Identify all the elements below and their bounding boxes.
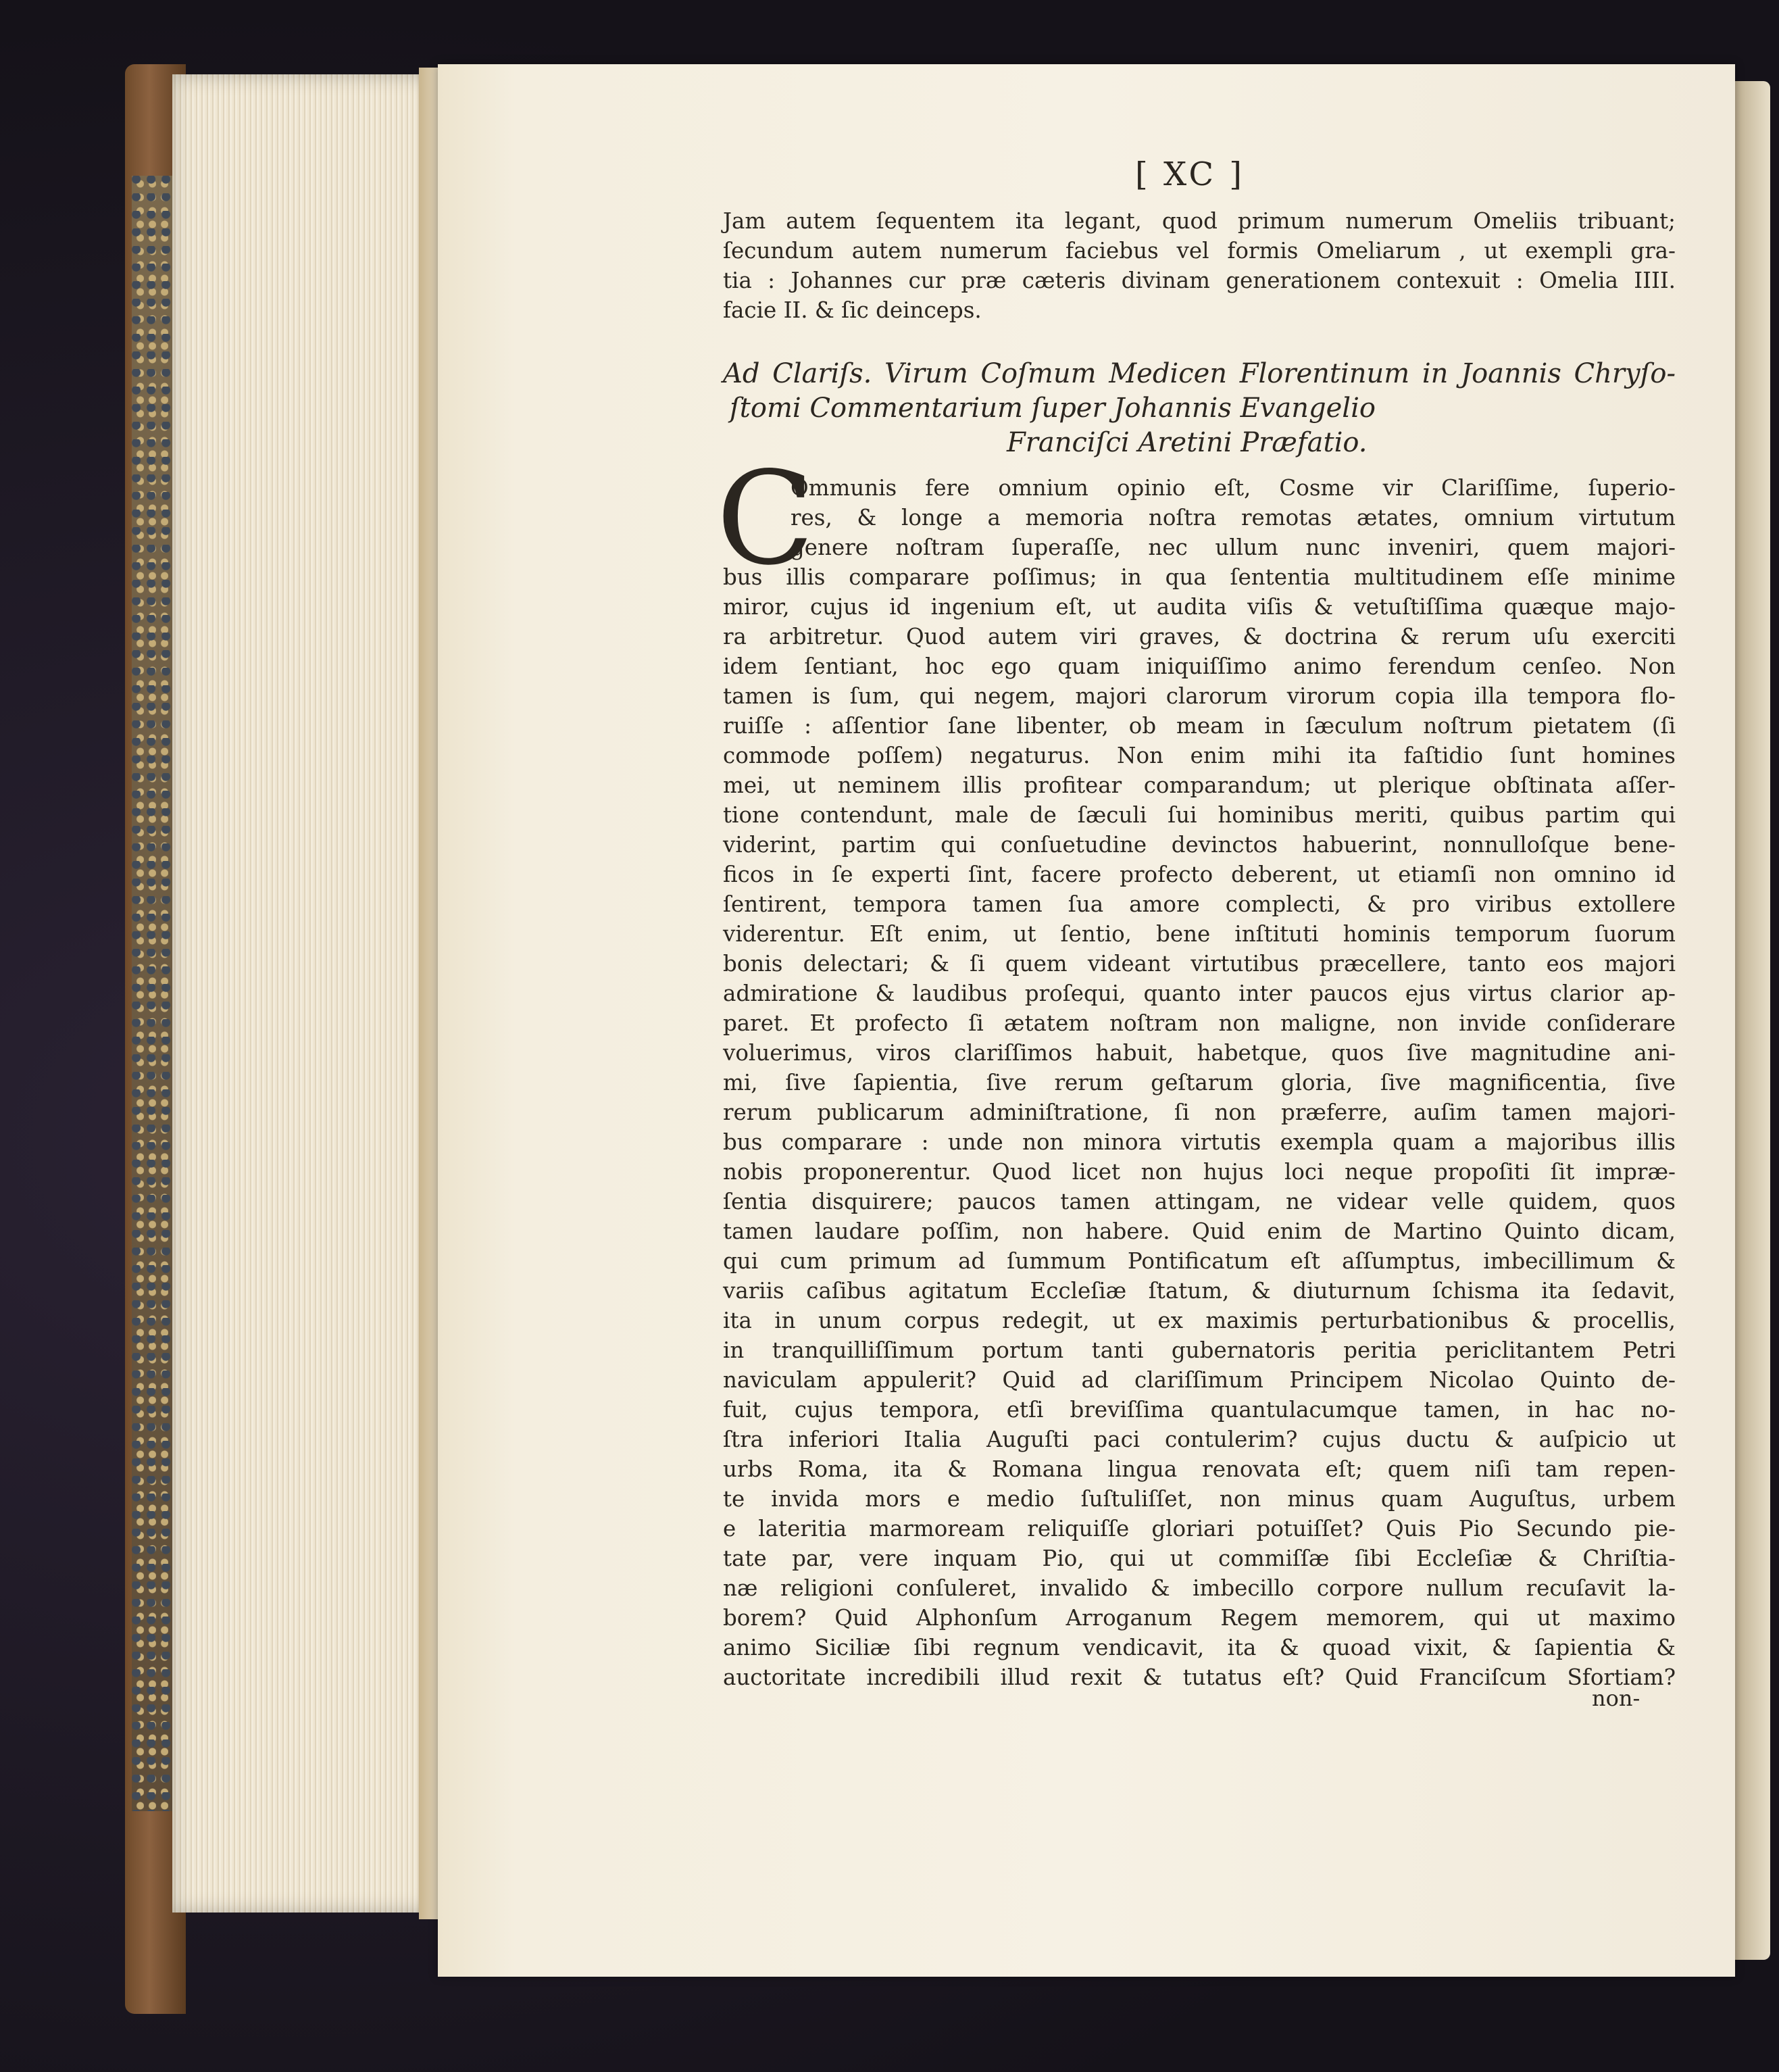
- text-line: res, & longe a memoria noſtra remotas ætates, omnium virtutum: [791, 505, 1676, 531]
- text-line: ſtra inferiori Italia Auguſti paci contulerim? cujus ductu & auſpicio ut: [723, 1427, 1676, 1452]
- text-line: miror, cujus id ingenium eſt, ut audita viſis & vetuſtiſſima quæque majo-: [723, 594, 1676, 620]
- text-line: bonis delectari; & ſi quem videant virtutibus præcellere, tanto eos majori: [723, 951, 1676, 977]
- text-line: bus comparare : unde non minora virtutis exempla quam a majoribus illis: [723, 1129, 1676, 1155]
- text-line: idem ſentiant, hoc ego quam iniquiſſimo animo ferendum cenſeo. Non: [723, 653, 1676, 679]
- text-line: commode poſſem) negaturus. Non enim mihi ita faſtidio ſunt homines: [723, 743, 1676, 768]
- text-line: voluerimus, viros clariſſimos habuit, habetque, quos ſive magnitudine ani-: [723, 1040, 1676, 1066]
- text-line: e lateritia marmoream reliquiſſe gloriari potuiſſet? Quis Pio Secundo pie-: [723, 1516, 1676, 1541]
- facing-page-edge: [1730, 81, 1770, 1960]
- text-line: ruiſſe : aſſentior ſane libenter, ob meam in ſæculum noſtrum pietatem (ſi: [723, 713, 1676, 739]
- text-line: tia : Johannes cur præ cæteris divinam generationem contexuit : Omelia IIII.: [723, 268, 1676, 293]
- text-line: Ommunis fere omnium opinio eſt, Cosme vir Clariſſime, ſuperio-: [791, 475, 1676, 501]
- text-line: fuit, cujus tempora, etſi breviſſima quantulacumque tamen, in hac no-: [723, 1397, 1676, 1423]
- text-line: nobis proponerentur. Quod licet non hujus loci neque propoſiti ſit impræ-: [723, 1159, 1676, 1185]
- text-line: genere noſtram ſuperaſſe, nec ullum nunc inveniri, quem majori-: [791, 535, 1676, 560]
- text-line: in tranquilliſſimum portum tanti gubernatoris peritia periclitantem Petri: [723, 1337, 1676, 1363]
- text-line: rerum publicarum adminiſtratione, ſi non præferre, auſim tamen majori-: [723, 1100, 1676, 1125]
- preface-title: [723, 357, 1676, 460]
- text-line: tamen laudare poſſim, non habere. Quid enim de Martino Quinto dicam,: [723, 1218, 1676, 1244]
- body-paragraph: [723, 473, 1676, 1692]
- text-line: ita in unum corpus redegit, ut ex maximis perturbationibus & procellis,: [723, 1308, 1676, 1333]
- text-line: viderint, partim qui conſuetudine devinctos habuerint, nonnulloſque bene-: [723, 832, 1676, 858]
- text-line: naviculam appulerit? Quid ad clariſſimum Principem Nicolao Quinto de-: [723, 1367, 1676, 1393]
- drop-cap: C: [716, 444, 815, 593]
- text-line: ſentirent, tempora tamen ſua amore complecti, & pro viribus extollere: [723, 891, 1676, 917]
- text-line: tamen is ſum, qui negem, majori clarorum virorum copia illa tempora flo-: [723, 683, 1676, 709]
- page-number-header: [ XC ]: [1135, 155, 1245, 193]
- title-line: ſtomi Commentarium ſuper Johannis Evangelio: [730, 393, 1376, 424]
- text-line: ra arbitretur. Quod autem viri graves, & doctrina & rerum uſu exerciti: [723, 624, 1676, 649]
- text-line: te invida mors e medio ſuſtuliſſet, non minus quam Auguſtus, urbem: [723, 1486, 1676, 1512]
- text-line: ſecundum autem numerum faciebus vel formis Omeliarum , ut exempli gra-: [723, 238, 1676, 264]
- text-line: bus illis comparare poſſimus; in qua ſententia multitudinem eſſe minime: [723, 564, 1676, 590]
- text-line: qui cum primum ad ſummum Pontificatum eſt aſſumptus, imbecillimum &: [723, 1248, 1676, 1274]
- text-line: borem? Quid Alphonſum Arroganum Regem memorem, qui ut maximo: [723, 1605, 1676, 1631]
- text-line: animo Siciliæ ſibi regnum vendicavit, ita & quoad vixit, & ſapientia &: [723, 1635, 1676, 1660]
- text-line: admiratione & laudibus proſequi, quanto inter paucos ejus virtus clarior ap-: [723, 981, 1676, 1006]
- text-line: mi, ſive ſapientia, ſive rerum geſtarum gloria, ſive magnificentia, ſive: [723, 1070, 1676, 1095]
- text-line: paret. Et profecto ſi ætatem noſtram non maligne, non invide conſiderare: [723, 1010, 1676, 1036]
- intro-paragraph: [723, 206, 1676, 325]
- text-line: mei, ut neminem illis profitear comparandum; ut plerique obſtinata aſſer-: [723, 772, 1676, 798]
- title-line: Franciſci Aretini Præfatio.: [1007, 427, 1368, 458]
- text-line: viderentur. Eſt enim, ut ſentio, bene inſtituti hominis temporum ſuorum: [723, 921, 1676, 947]
- text-line: auctoritate incredibili illud rexit & tutatus eſt? Quid Franciſcum Sfortiam?: [723, 1664, 1676, 1690]
- text-line: ficos in ſe experti ſint, facere profecto deberent, ut etiamſi non omnino id: [723, 862, 1676, 887]
- catchword: non-: [1592, 1685, 1640, 1711]
- text-line: Jam autem ſequentem ita legant, quod primum numerum Omeliis tribuant;: [723, 208, 1676, 234]
- title-line: Ad Clariſs. Virum Coſmum Medicen Florentinum in Joannis Chryſo-: [723, 358, 1676, 389]
- text-line: ſentia disquirere; paucos tamen attingam, ne videar velle quidem, quos: [723, 1189, 1676, 1214]
- text-line: urbs Roma, ita & Romana lingua renovata eſt; quem niſi tam repen-: [723, 1456, 1676, 1482]
- text-line: tione contendunt, male de ſæculi ſui hominibus meriti, quibus partim qui: [723, 802, 1676, 828]
- text-line: tate par, vere inquam Pio, qui ut commiſſæ ſibi Eccleſiæ & Chriſtia-: [723, 1546, 1676, 1571]
- text-line: variis caſibus agitatum Eccleſiæ ſtatum, & diuturnum ſchisma ita ſedavit,: [723, 1278, 1676, 1304]
- page-edges: [172, 74, 436, 1913]
- text-line: næ religioni conſuleret, invalido & imbecillo corpore nullum recuſavit la-: [723, 1575, 1676, 1601]
- text-line: facie II. & ſic deinceps.: [723, 297, 982, 323]
